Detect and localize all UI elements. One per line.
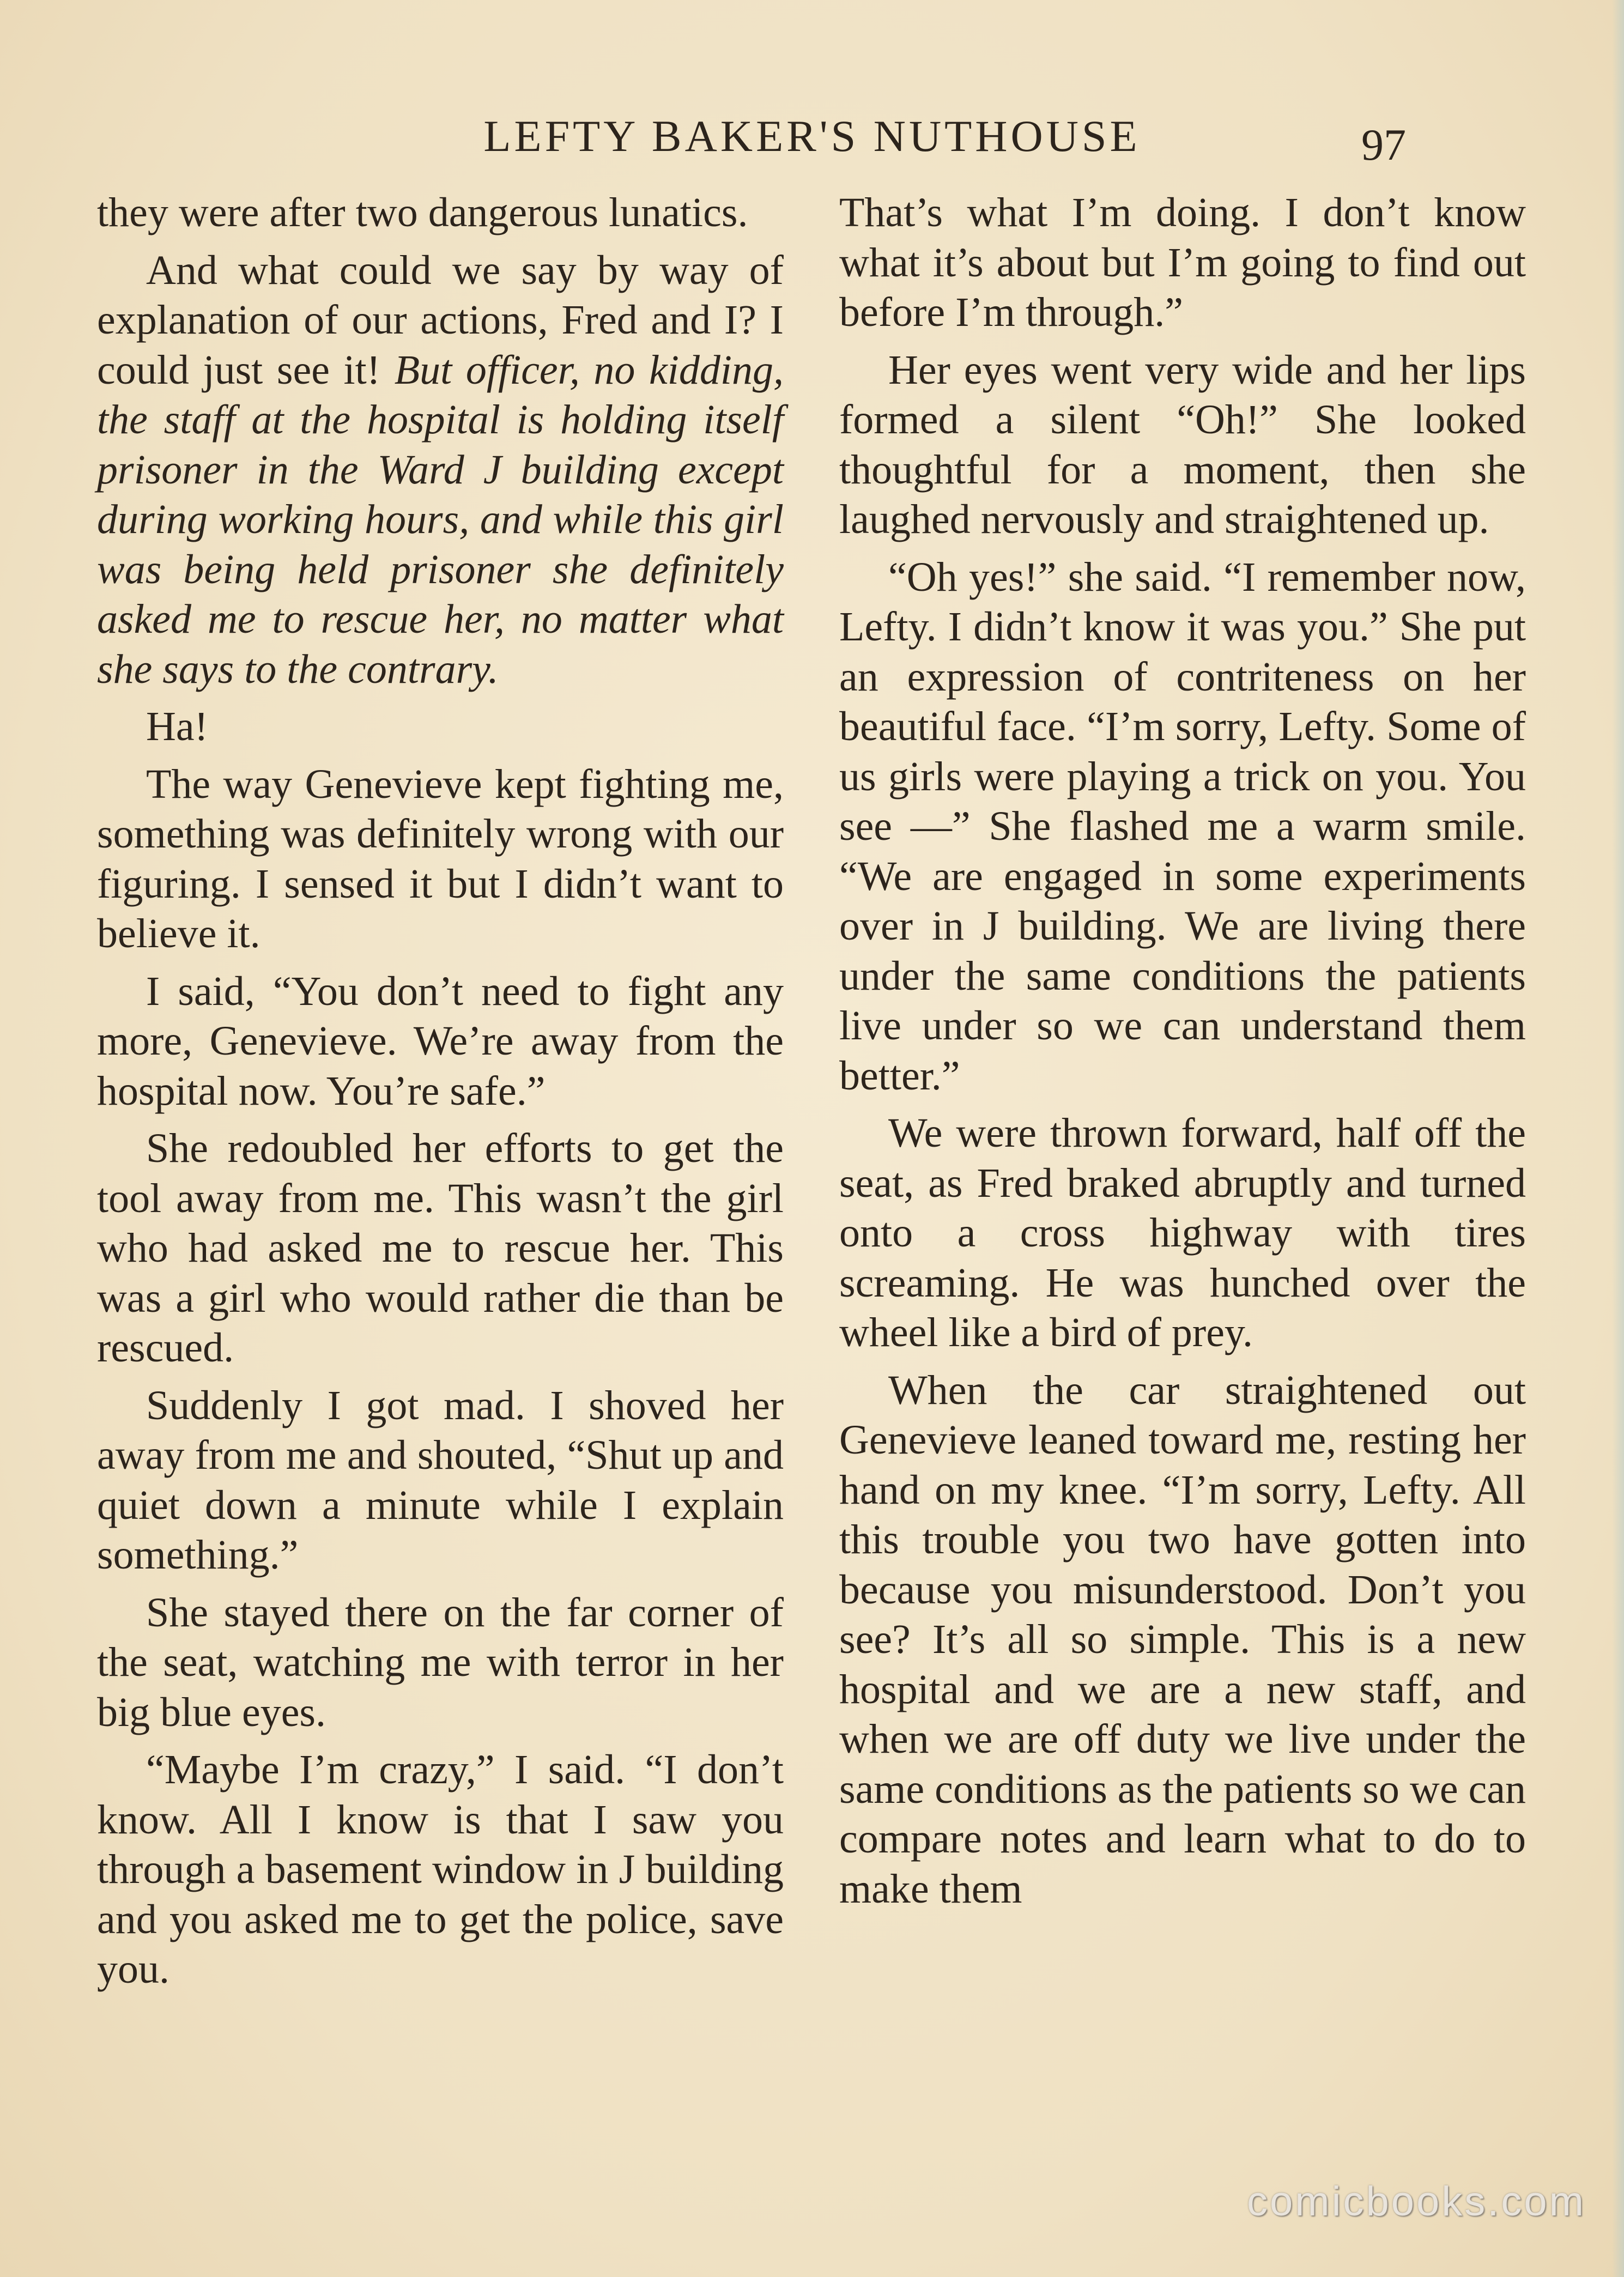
- page-number: 97: [1361, 120, 1406, 169]
- paragraph: She redoubled her efforts to get the tool away from me. This wasn’t the girl who had asked me to rescue her. This was a girl who would rather die than be rescued.: [97, 1125, 784, 1371]
- running-title: LEFTY BAKER'S NUTHOUSE: [483, 111, 1141, 161]
- paragraph: When the car straightened out Genevieve leaned toward me, resting her hand on my knee. “I’m sorry, Lefty. All this trouble you two have gotten into because you misunderstood. Don’t you see? It’s all so simple. This is a new hospital and we are a new staff, and when we are off duty we live under the same conditions as the patients so we can compare notes and learn what to do to make them: [839, 1367, 1526, 1912]
- site-watermark: comicbooks.com: [1247, 2178, 1586, 2225]
- page-edge: [1612, 0, 1624, 2277]
- paragraph: they were after two dangerous lunatics.: [97, 190, 748, 235]
- paragraph: “Maybe I’m crazy,” I said. “I don’t know. All I know is that I saw you through a basement window in J building and you asked me to get the police, save you.: [97, 1747, 784, 1992]
- paragraph: She stayed there on the far corner of the seat, watching me with terror in her big blue eyes.: [97, 1589, 784, 1735]
- paragraph: Suddenly I got mad. I shoved her away from me and shouted, “Shut up and quiet down a minute while I explain something.”: [97, 1382, 784, 1578]
- paragraph: Her eyes went very wide and her lips formed a silent “Oh!” She looked thoughtful for a moment, then she laughed nervously and straightened up.: [839, 347, 1526, 542]
- left-column: [97, 188, 784, 2002]
- page-header: [93, 109, 1531, 169]
- paragraph: “Oh yes!” she said. “I remember now, Lefty. I didn’t know it was you.” She put an expression of contriteness on her beautiful face. “I’m sorry, Lefty. Some of us girls were playing a trick on you. You see —” She flashed me a warm smile. “We are engaged in some experiments over in J building. We are living there under the same conditions the patients live under so we can understand them better.”: [839, 554, 1526, 1099]
- paragraph-text: And what could we say by way of explanation of our actions, Fred and I? I could just see it!: [97, 247, 784, 393]
- right-column: [839, 188, 1526, 1922]
- paragraph: Ha!: [146, 704, 208, 749]
- paragraph: We were thrown forward, half off the seat, as Fred braked abruptly and turned onto a cross highway with tires screaming. He was hunched over the wheel like a bird of prey.: [839, 1110, 1526, 1355]
- paragraph: The way Genevieve kept fighting me, something was definitely wrong with our figuring. I sensed it but I didn’t want to believe it.: [97, 761, 784, 956]
- paragraph: I said, “You don’t need to fight any more, Genevieve. We’re away from the hospital now. You’re safe.”: [97, 968, 784, 1114]
- paragraph: [97, 246, 784, 695]
- italic-passage: But officer, no kidding, the staff at the hospital is holding itself prisoner in the Ward J building except during working hours, and while this girl was being held prisoner she definitely asked me to rescue her, no matter what she says to the contrary.: [97, 347, 784, 692]
- paragraph: That’s what I’m doing. I don’t know what it’s about but I’m going to find out before I’m through.”: [839, 190, 1526, 335]
